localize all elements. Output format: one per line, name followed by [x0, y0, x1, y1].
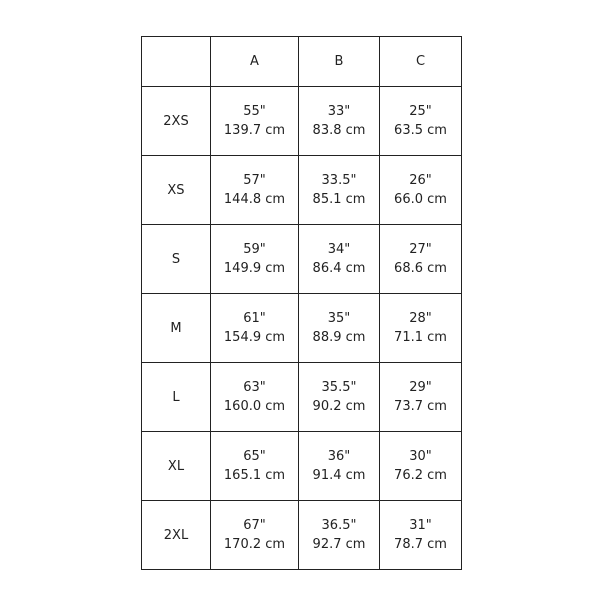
measurement-cell [299, 156, 380, 225]
measurement-cell [211, 501, 299, 570]
inches-value: 67" [243, 518, 266, 533]
size-label: 2XL [142, 501, 211, 570]
measurement-cell [299, 294, 380, 363]
cm-value: 160.0 cm [223, 399, 286, 414]
inches-value: 28" [409, 311, 432, 326]
table-body [142, 87, 462, 570]
measurement-cell [380, 87, 462, 156]
column-header-a: A [211, 37, 299, 87]
inches-value: 30" [409, 449, 432, 464]
inches-value: 61" [243, 311, 266, 326]
cm-value: 149.9 cm [223, 261, 286, 276]
inches-value: 33" [327, 104, 351, 119]
measurement-cell [299, 87, 380, 156]
inches-value: 36.5" [321, 518, 357, 533]
size-label: XS [142, 156, 211, 225]
cm-value: 170.2 cm [223, 537, 286, 552]
corner-cell [142, 37, 211, 87]
cm-value: 68.6 cm [394, 261, 447, 276]
cm-value: 92.7 cm [312, 537, 366, 552]
inches-value: 34" [327, 242, 351, 257]
inches-value: 55" [243, 104, 266, 119]
table-row [142, 87, 462, 156]
measurement-cell [380, 294, 462, 363]
cm-value: 86.4 cm [312, 261, 366, 276]
measurement-cell [299, 501, 380, 570]
measurement-cell [299, 225, 380, 294]
measurement-cell [211, 156, 299, 225]
cm-value: 63.5 cm [394, 123, 447, 138]
cm-value: 90.2 cm [312, 399, 366, 414]
cm-value: 76.2 cm [394, 468, 447, 483]
inches-value: 57" [243, 173, 266, 188]
cm-value: 71.1 cm [394, 330, 447, 345]
inches-value: 35" [327, 311, 351, 326]
size-label: L [142, 363, 211, 432]
cm-value: 91.4 cm [312, 468, 366, 483]
measurement-cell [380, 501, 462, 570]
inches-value: 25" [409, 104, 432, 119]
inches-value: 26" [409, 173, 432, 188]
cm-value: 165.1 cm [223, 468, 286, 483]
measurement-cell [211, 225, 299, 294]
column-header-b: B [299, 37, 380, 87]
inches-value: 31" [409, 518, 432, 533]
table-row [142, 294, 462, 363]
cm-value: 144.8 cm [223, 192, 286, 207]
measurement-cell [299, 432, 380, 501]
cm-value: 66.0 cm [394, 192, 447, 207]
measurement-cell [380, 225, 462, 294]
measurement-cell [211, 294, 299, 363]
size-label: 2XS [142, 87, 211, 156]
table-row [142, 501, 462, 570]
measurement-cell [211, 432, 299, 501]
table-header [142, 37, 462, 87]
inches-value: 65" [243, 449, 266, 464]
inches-value: 35.5" [321, 380, 357, 395]
cm-value: 139.7 cm [223, 123, 286, 138]
table-row [142, 363, 462, 432]
inches-value: 36" [327, 449, 351, 464]
measurement-cell [211, 363, 299, 432]
table-row [142, 225, 462, 294]
inches-value: 63" [243, 380, 266, 395]
column-header-c: C [380, 37, 462, 87]
cm-value: 83.8 cm [312, 123, 366, 138]
inches-value: 29" [409, 380, 432, 395]
table-row [142, 156, 462, 225]
measurement-cell [211, 87, 299, 156]
inches-value: 33.5" [321, 173, 357, 188]
size-label: S [142, 225, 211, 294]
measurement-cell [299, 363, 380, 432]
header-row [142, 37, 462, 87]
cm-value: 85.1 cm [312, 192, 366, 207]
size-label: M [142, 294, 211, 363]
measurement-cell [380, 363, 462, 432]
cm-value: 88.9 cm [312, 330, 366, 345]
cm-value: 73.7 cm [394, 399, 447, 414]
measurement-cell [380, 432, 462, 501]
cm-value: 154.9 cm [223, 330, 286, 345]
size-label: XL [142, 432, 211, 501]
inches-value: 59" [243, 242, 266, 257]
measurement-cell [380, 156, 462, 225]
table-row [142, 432, 462, 501]
size-chart-table [141, 36, 462, 570]
cm-value: 78.7 cm [394, 537, 447, 552]
inches-value: 27" [409, 242, 432, 257]
